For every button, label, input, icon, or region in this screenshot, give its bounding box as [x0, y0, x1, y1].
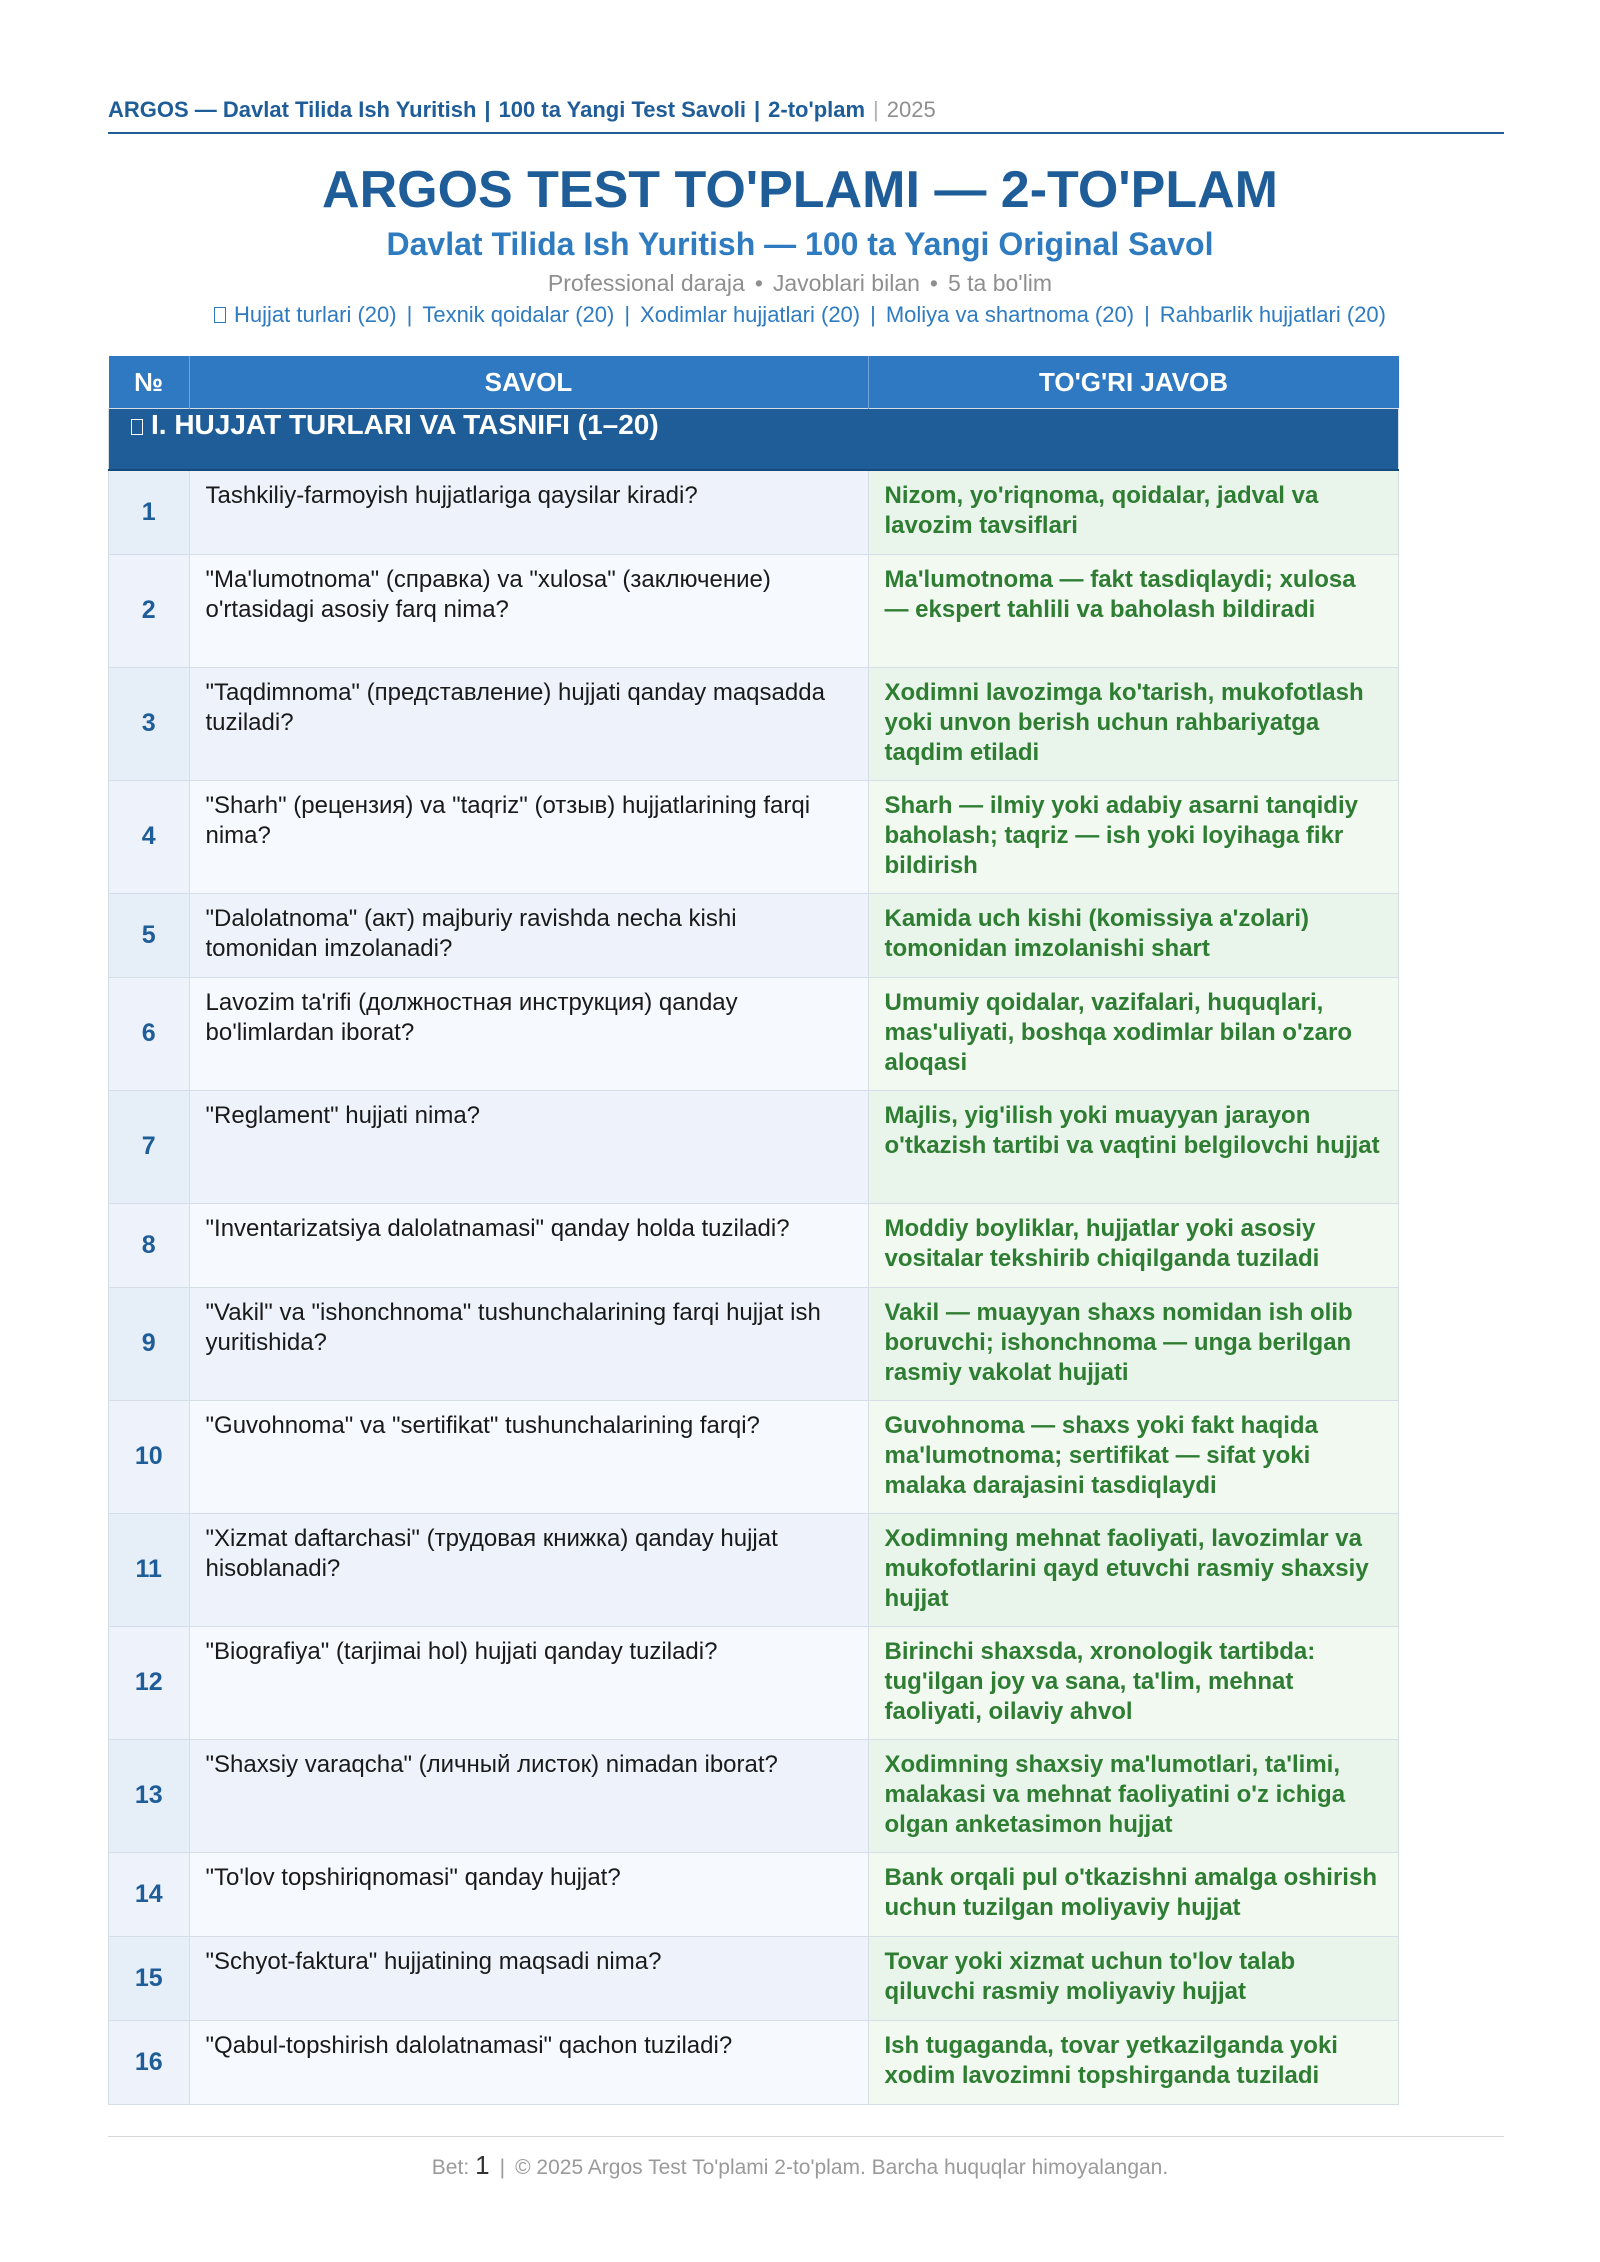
column-header-number: № [109, 356, 190, 409]
table-row [109, 1626, 1399, 1739]
table-row [109, 977, 1399, 1090]
answer-text: Ish tugaganda, tovar yetkazilganda yoki xodim lavozimni topshirganda tuziladi [868, 2020, 1399, 2104]
header-separator: | [753, 97, 761, 122]
placeholder-glyph-icon [131, 419, 143, 435]
column-header-answer: TO'G'RI JAVOB [868, 356, 1399, 409]
section-separator: | [406, 302, 413, 327]
question-text: "Vakil" va "ishonchnoma" tushunchalarining farqi hujjat ish yuritishida? [189, 1287, 868, 1400]
question-text: "Qabul-topshirish dalolatnamasi" qachon tuziladi? [189, 2020, 868, 2104]
question-number: 11 [109, 1513, 190, 1626]
question-text: "Shaxsiy varaqcha" (личный листок) nimadan iborat? [189, 1739, 868, 1852]
section-index-item: Rahbarlik hujjatlari (20) [1159, 302, 1386, 327]
answer-text: Xodimning shaxsiy ma'lumotlari, ta'limi, malakasi va mehnat faoliyatini o'z ichiga olgan anketasimon hujjat [868, 1739, 1399, 1852]
question-number: 1 [109, 470, 190, 554]
document-title: ARGOS TEST TO'PLAMI — 2-TO'PLAM [322, 161, 1278, 219]
footer-copyright: © 2025 Argos Test To'plami 2-to'plam. Barcha huquqlar himoyalangan. [515, 2156, 1169, 2179]
page-footer [0, 2150, 1600, 2183]
meta-bullet: • [929, 270, 938, 296]
questions-table [108, 356, 1399, 2105]
section-heading-row [109, 409, 1399, 471]
question-number: 7 [109, 1090, 190, 1203]
section-index [0, 300, 1600, 330]
question-number: 16 [109, 2020, 190, 2104]
section-separator: | [624, 302, 631, 327]
question-text: "Reglament" hujjati nima? [189, 1090, 868, 1203]
table-header-row [109, 356, 1399, 409]
question-number: 14 [109, 1852, 190, 1936]
answer-text: Majlis, yig'ilish yoki muayyan jarayon o'tkazish tartibi va vaqtini belgilovchi hujjat [868, 1090, 1399, 1203]
question-number: 6 [109, 977, 190, 1090]
header-brand: ARGOS — Davlat Tilida Ish Yuritish [108, 97, 477, 122]
question-text: "Dalolatnoma" (акт) majburiy ravishda necha kishi tomonidan imzolanadi? [189, 893, 868, 977]
answer-text: Ma'lumotnoma — fakt tasdiqlaydi; xulosa — ekspert tahlili va baholash bildiradi [868, 554, 1399, 667]
question-text: "Inventarizatsiya dalolatnamasi" qanday holda tuziladi? [189, 1203, 868, 1287]
question-text: "Taqdimnoma" (представление) hujjati qanday maqsadda tuziladi? [189, 667, 868, 780]
answer-text: Vakil — muayyan shaxs nomidan ish olib boruvchi; ishonchnoma — unga berilgan rasmiy vakolat hujjati [868, 1287, 1399, 1400]
table-row [109, 1203, 1399, 1287]
answer-text: Sharh — ilmiy yoki adabiy asarni tanqidiy baholash; taqriz — ish yoki loyihaga fikr bildirish [868, 780, 1399, 893]
question-number: 5 [109, 893, 190, 977]
meta-sections-count: 5 ta bo'lim [947, 270, 1053, 296]
question-text: Tashkiliy-farmoyish hujjatlariga qaysilar kiradi? [189, 470, 868, 554]
column-header-question: SAVOL [189, 356, 868, 409]
answer-text: Bank orqali pul o'tkazishni amalga oshirish uchun tuzilgan moliyaviy hujjat [868, 1852, 1399, 1936]
question-number: 2 [109, 554, 190, 667]
running-header [108, 96, 1504, 134]
section-separator: | [870, 302, 876, 327]
answer-text: Moddiy boyliklar, hujjatlar yoki asosiy vositalar tekshirib chiqilganda tuziladi [868, 1203, 1399, 1287]
question-number: 12 [109, 1626, 190, 1739]
table-row [109, 1287, 1399, 1400]
section-heading [109, 409, 1399, 471]
section-index-item: Hujjat turlari (20) [234, 302, 397, 327]
table-row [109, 1513, 1399, 1626]
meta-bullet: • [754, 270, 763, 296]
answer-text: Umumiy qoidalar, vazifalari, huquqlari, mas'uliyati, boshqa xodimlar bilan o'zaro aloqasi [868, 977, 1399, 1090]
header-year: 2025 [886, 97, 936, 122]
question-text: "Ma'lumotnoma" (справка) va "xulosa" (заключение) o'rtasidagi asosiy farq nima? [189, 554, 868, 667]
question-number: 9 [109, 1287, 190, 1400]
table-row [109, 780, 1399, 893]
answer-text: Guvohnoma — shaxs yoki fakt haqida ma'lumotnoma; sertifikat — sifat yoki malaka darajasini tasdiqlaydi [868, 1400, 1399, 1513]
question-text: "Sharh" (рецензия) va "taqriz" (отзыв) hujjatlarining farqi nima? [189, 780, 868, 893]
footer-separator: | [499, 2156, 506, 2179]
answer-text: Tovar yoki xizmat uchun to'lov talab qiluvchi rasmiy moliyaviy hujjat [868, 1936, 1399, 2020]
document-subtitle: Davlat Tilida Ish Yuritish — 100 ta Yangi Original Savol [386, 226, 1214, 262]
meta-answers: Javoblari bilan [772, 270, 920, 296]
header-separator: | [873, 97, 879, 122]
answer-text: Birinchi shaxsda, xronologik tartibda: tug'ilgan joy va sana, ta'lim, mehnat faoliyati, oilaviy ahvol [868, 1626, 1399, 1739]
question-text: "Biografiya" (tarjimai hol) hujjati qanday tuziladi? [189, 1626, 868, 1739]
question-number: 15 [109, 1936, 190, 2020]
table-row [109, 667, 1399, 780]
table-row [109, 1936, 1399, 2020]
answer-text: Xodimni lavozimga ko'tarish, mukofotlash yoki unvon berish uchun rahbariyatga taqdim etiladi [868, 667, 1399, 780]
table-row [109, 2020, 1399, 2104]
answer-text: Xodimning mehnat faoliyati, lavozimlar va mukofotlarini qayd etuvchi rasmiy shaxsiy hujjat [868, 1513, 1399, 1626]
footer-page-number: 1 [475, 2150, 490, 2180]
question-number: 13 [109, 1739, 190, 1852]
question-text: "Schyot-faktura" hujjatining maqsadi nima? [189, 1936, 868, 2020]
question-number: 8 [109, 1203, 190, 1287]
section-index-item: Texnik qoidalar (20) [422, 302, 615, 327]
question-text: Lavozim ta'rifi (должностная инструкция) qanday bo'limlardan iborat? [189, 977, 868, 1090]
table-row [109, 893, 1399, 977]
table-row [109, 554, 1399, 667]
table-row [109, 1400, 1399, 1513]
section-heading-text: I. HUJJAT TURLARI VA TASNIFI (1–20) [151, 409, 659, 440]
question-text: "Guvohnoma" va "sertifikat" tushunchalarining farqi? [189, 1400, 868, 1513]
question-text: "To'lov topshiriqnomasi" qanday hujjat? [189, 1852, 868, 1936]
question-number: 10 [109, 1400, 190, 1513]
section-index-item: Xodimlar hujjatlari (20) [640, 302, 861, 327]
meta-level: Professional daraja [547, 270, 745, 296]
section-separator: | [1144, 302, 1150, 327]
table-row [109, 470, 1399, 554]
table-row [109, 1852, 1399, 1936]
table-row [109, 1739, 1399, 1852]
table-row [109, 1090, 1399, 1203]
footer-divider [108, 2136, 1504, 2137]
answer-text: Kamida uch kishi (komissiya a'zolari) tomonidan imzolanishi shart [868, 893, 1399, 977]
question-number: 3 [109, 667, 190, 780]
question-text: "Xizmat daftarchasi" (трудовая книжка) qanday hujjat hisoblanadi? [189, 1513, 868, 1626]
placeholder-glyph-icon [214, 307, 226, 323]
document-meta [0, 268, 1600, 298]
header-subject: 100 ta Yangi Test Savoli [498, 97, 746, 122]
header-collection: 2-to'plam [768, 97, 866, 122]
header-separator: | [484, 97, 491, 122]
footer-page-label: Bet: [431, 2156, 470, 2179]
answer-text: Nizom, yo'riqnoma, qoidalar, jadval va lavozim tavsiflari [868, 470, 1399, 554]
question-number: 4 [109, 780, 190, 893]
section-index-item: Moliya va shartnoma (20) [885, 302, 1135, 327]
